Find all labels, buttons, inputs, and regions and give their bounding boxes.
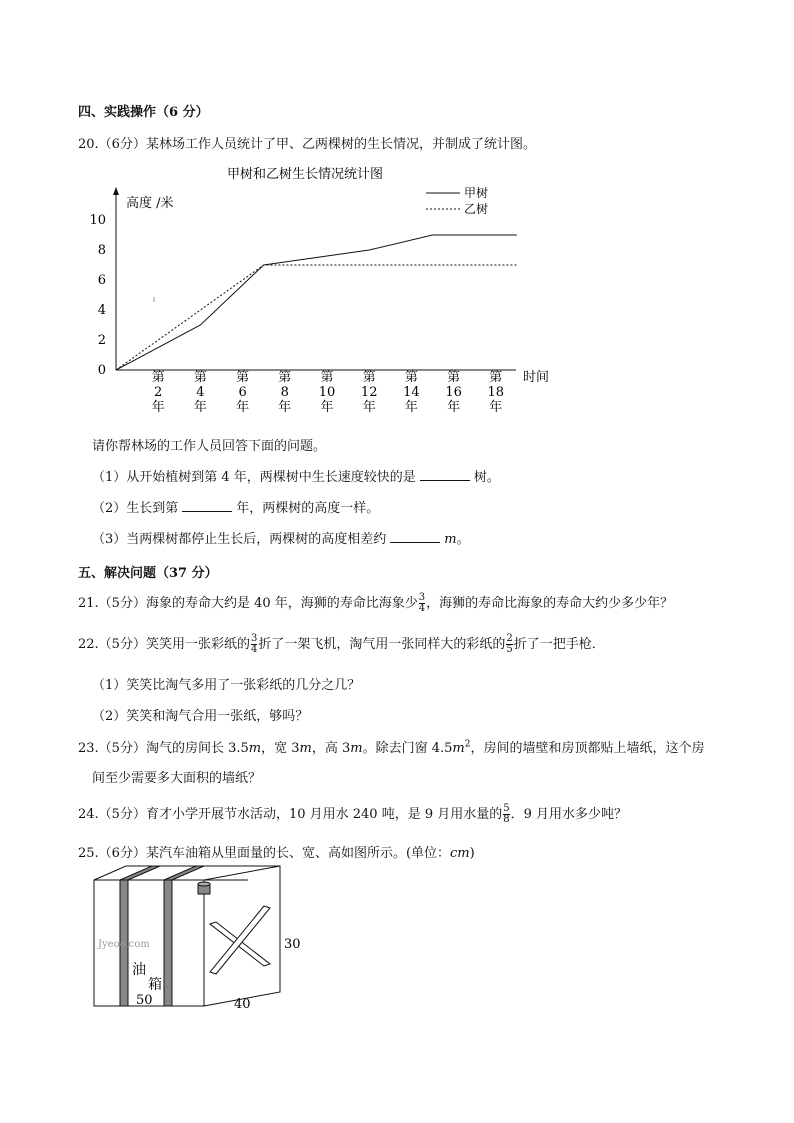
x-tick-label: 年 — [447, 400, 461, 415]
x-tick-label: 12 — [360, 385, 378, 400]
x-tick-label: 4 — [196, 385, 205, 400]
q21-text-b: ，海狮的寿命比海象的寿命大约少多少年？ — [426, 596, 674, 611]
q23-text-c: ，高 3 — [311, 741, 351, 756]
legend-label-yi: 乙树 — [464, 202, 489, 216]
question-22-sub2: （2）笑笑和淘气合用一张纸，够吗？ — [92, 709, 309, 724]
tank-dim-width: 40 — [234, 997, 251, 1012]
y-tick-label: 4 — [97, 303, 106, 318]
q22-text-b: 折了一架飞机，淘气用一张同样大的彩纸的 — [258, 637, 506, 652]
question-22-sub1: （1）笑笑比淘气多用了一张彩纸的几分之几？ — [92, 678, 361, 693]
x-tick-label: 年 — [489, 400, 503, 415]
x-tick-label: 第 — [193, 370, 207, 385]
question-21 — [78, 592, 673, 614]
y-tick-label: 8 — [97, 243, 106, 258]
y-tick-label: 6 — [97, 273, 106, 288]
question-20-sub2 — [92, 497, 379, 516]
answer-blank-1[interactable] — [420, 468, 470, 481]
x-axis-label: 时间 — [523, 370, 550, 385]
x-tick-label: 年 — [404, 400, 418, 415]
growth-line-chart — [80, 158, 570, 420]
question-20-sub1 — [92, 466, 500, 485]
q22-f1-num: 3 — [250, 633, 258, 644]
q23-unit-1: m — [248, 741, 262, 756]
q23-text-d: 。除去门窗 4.5 — [362, 741, 453, 756]
question-24 — [78, 803, 627, 825]
sub3-end: 。 — [456, 532, 470, 547]
question-25 — [78, 842, 475, 861]
q22-text-c: 折了一把手枪． — [513, 637, 605, 652]
x-tick-label: 第 — [236, 370, 250, 385]
legend-label-jia: 甲树 — [464, 186, 489, 200]
x-tick-label: 第 — [278, 370, 292, 385]
q22-f2-num: 2 — [506, 633, 513, 644]
x-tick-label: 年 — [151, 400, 165, 415]
q24-text-a: 24.（5分）育才小学开展节水活动，10 月用水 240 吨，是 9 月用水量的 — [78, 807, 503, 822]
question-20-sub3 — [92, 528, 470, 547]
x-tick-label: 年 — [320, 400, 334, 415]
tank-watermark: Jyeoo.com — [98, 939, 150, 950]
x-tick-label: 2 — [154, 385, 163, 400]
x-tick-label: 第 — [362, 370, 376, 385]
x-tick-label: 8 — [280, 385, 289, 400]
q23-unit-3: m — [350, 741, 363, 756]
q24-fraction — [503, 804, 509, 825]
q22-f1-den: 4 — [250, 644, 258, 655]
question-22 — [78, 633, 605, 655]
series-line-yi — [116, 265, 517, 370]
q22-fraction-2 — [506, 634, 512, 655]
x-tick-label: 第 — [151, 370, 165, 385]
x-tick-label: 年 — [193, 400, 207, 415]
x-tick-label: 第 — [320, 370, 334, 385]
x-tick-label: 年 — [362, 400, 376, 415]
y-tick-label: 10 — [89, 213, 106, 228]
y-tick-label: 0 — [97, 363, 106, 378]
series-line-jia — [116, 235, 517, 370]
tank-strap-front-2 — [164, 880, 172, 1006]
x-tick-label: 第 — [404, 370, 418, 385]
q21-text-a: 21.（5分）海象的寿命大约是 40 年，海狮的寿命比海象少 — [78, 596, 418, 611]
q24-text-b: ．9 月用水多少吨？ — [510, 807, 628, 822]
section-4-heading: 四、实践操作（6 分） — [78, 105, 209, 120]
fuel-tank-figure — [88, 864, 318, 1014]
q22-f2-den: 5 — [506, 644, 513, 655]
x-tick-label: 年 — [278, 400, 292, 415]
q23-unit-4: m — [452, 741, 465, 756]
question-23-line1 — [78, 737, 704, 756]
q25-unit: cm — [450, 846, 470, 861]
question-23-line2: 间至少需要多大面积的墙纸？ — [92, 771, 262, 786]
q21-fraction — [419, 593, 425, 614]
chart-title: 甲树和乙树生长情况统计图 — [226, 167, 384, 182]
q24-frac-num: 5 — [503, 803, 510, 814]
sub1-text-b: 树。 — [473, 470, 500, 485]
q23-text-e: ，房间的墙壁和房顶都贴上墙纸，这个房 — [470, 741, 705, 756]
q23-unit-2: m — [299, 741, 312, 756]
sub1-text-a: （1）从开始植树到第 4 年，两棵树中生长速度较快的是 — [92, 470, 416, 485]
sub2-text-b: 年，两棵树的高度一样。 — [236, 501, 380, 516]
x-tick-label: 年 — [236, 400, 250, 415]
sub2-text-a: （2）生长到第 — [92, 501, 179, 516]
q22-text-a: 22.（5分）笑笑用一张彩纸的 — [78, 637, 250, 652]
x-tick-label: 第 — [447, 370, 461, 385]
tank-label-you: 油 — [132, 962, 146, 978]
tank-cap-top — [198, 882, 210, 886]
x-tick-label: 第 — [489, 370, 503, 385]
question-20-text: 20.（6分）某林场工作人员统计了甲、乙两棵树的生长情况，并制成了统计图。 — [78, 137, 536, 152]
q23-text-a: 23.（5分）淘气的房间长 3.5 — [78, 741, 249, 756]
tank-dim-length: 50 — [136, 993, 153, 1008]
question-20-help: 请你帮林场的工作人员回答下面的问题。 — [92, 439, 327, 454]
q24-frac-den: 8 — [503, 814, 510, 825]
sub3-unit: m — [444, 532, 457, 547]
answer-blank-3[interactable] — [390, 530, 440, 543]
q21-frac-num: 3 — [418, 592, 426, 603]
y-axis-label: 高度 /米 — [126, 196, 174, 211]
x-tick-label: 10 — [318, 385, 336, 400]
x-tick-label: 6 — [238, 385, 247, 400]
q23-sup: 2 — [464, 739, 471, 750]
answer-blank-2[interactable] — [182, 499, 232, 512]
q22-fraction-1 — [251, 634, 257, 655]
x-tick-label: 18 — [487, 385, 505, 400]
section-5-heading: 五、解决问题（37 分） — [78, 566, 218, 581]
sub3-text-a: （3）当两棵树都停止生长后，两棵树的高度相差约 — [92, 532, 387, 547]
y-axis-arrow — [113, 187, 119, 195]
q25-text-b: ) — [469, 846, 475, 861]
q23-text-b: ，宽 3 — [261, 741, 300, 756]
x-tick-label: 16 — [445, 385, 462, 400]
q21-frac-den: 4 — [418, 603, 426, 614]
tank-label-xiang: 箱 — [148, 977, 162, 993]
q25-text-a: 25.（6分）某汽车油箱从里面量的长、宽、高如图所示。(单位： — [78, 846, 451, 861]
x-tick-label: 14 — [403, 385, 420, 400]
y-tick-label: 2 — [97, 333, 106, 348]
tank-dim-height: 30 — [284, 937, 301, 952]
